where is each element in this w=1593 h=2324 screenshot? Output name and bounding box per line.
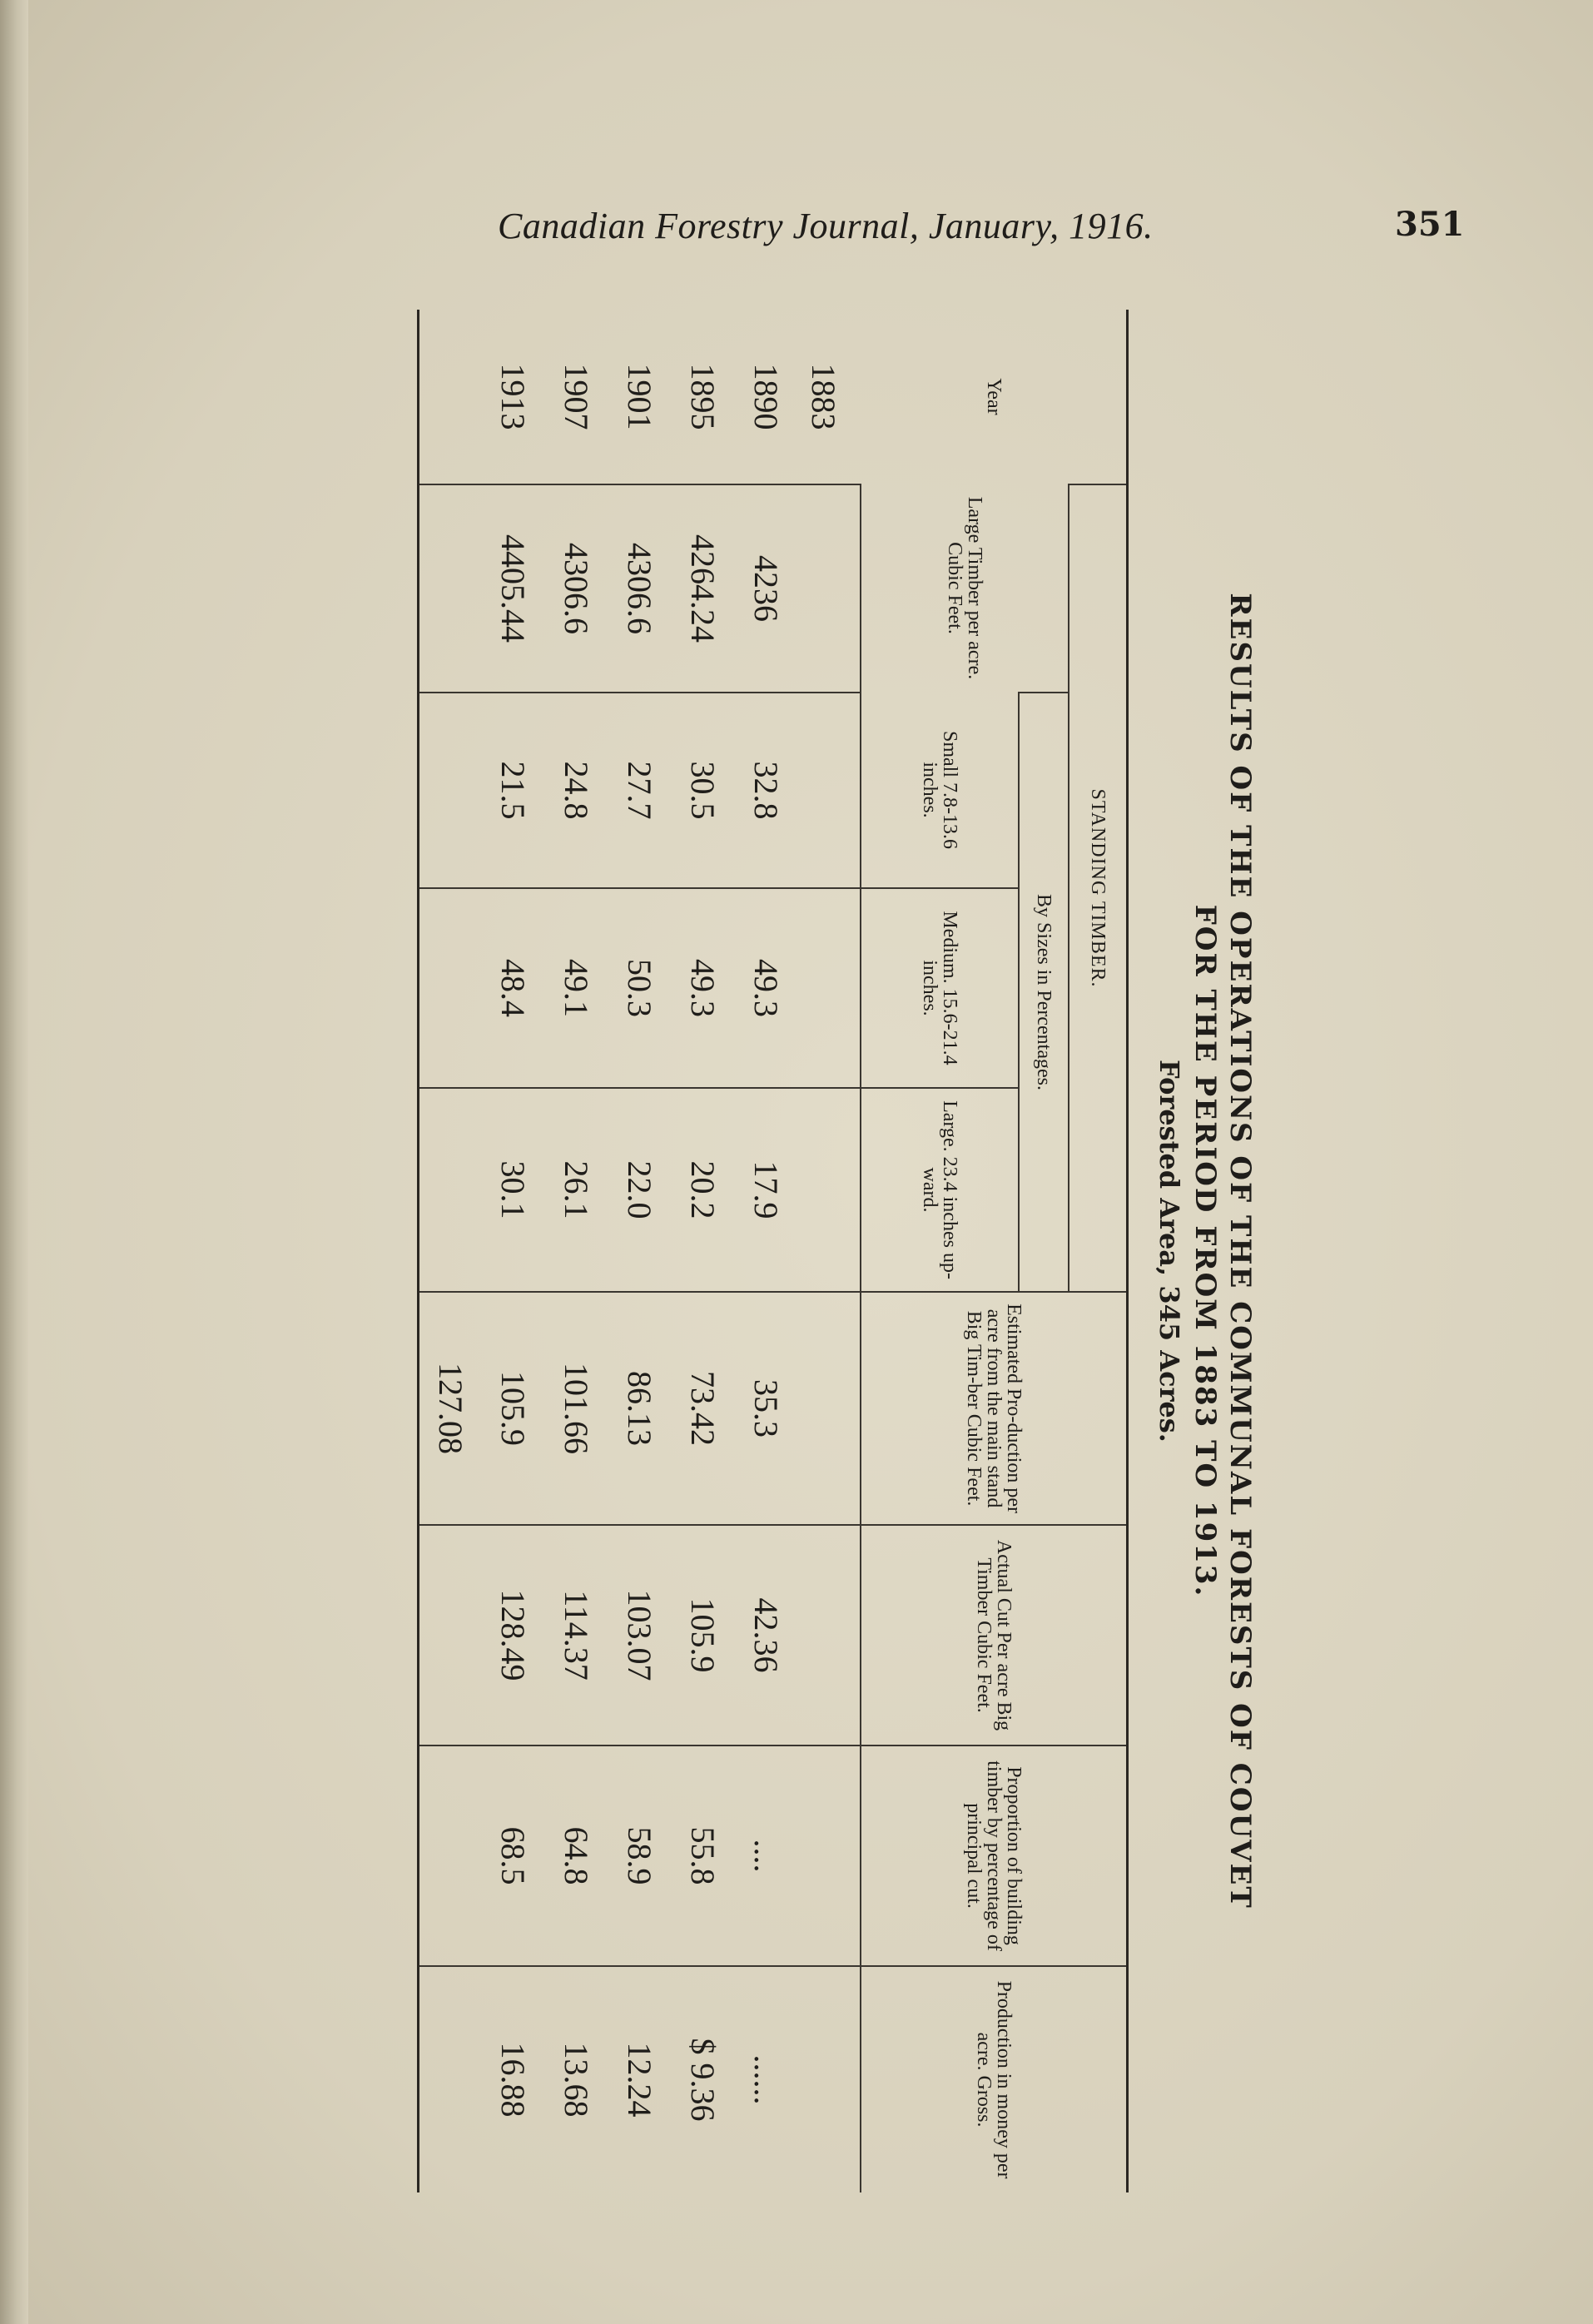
table-title-line1: RESULTS OF THE OPERATIONS OF THE COMMUNAL FORESTS OF COUVET (1223, 593, 1257, 1909)
cell-large: 26.1 (545, 1088, 608, 1292)
table-row (482, 310, 545, 2192)
table-title-line2: FOR THE PERIOD FROM 1883 TO 1913. (1189, 904, 1222, 1598)
results-table (417, 310, 1129, 2192)
cell-money (798, 1966, 861, 2192)
cell-small: 24.8 (545, 693, 608, 888)
cell-estimated: 35.3 (735, 1292, 798, 1525)
header-by-sizes: By Sizes in Percentages. (1020, 693, 1069, 1292)
header-standing-timber: STANDING TIMBER. (1069, 484, 1128, 1292)
header-year: Year (861, 310, 1128, 484)
cell-estimated: 127.08 (419, 1292, 482, 1525)
cell-small (798, 693, 861, 888)
cell-large (419, 1088, 482, 1292)
cell-medium: 49.1 (545, 888, 608, 1088)
cell-large-timber (419, 484, 482, 693)
cell-proportion: 68.5 (482, 1745, 545, 1966)
cell-medium (798, 888, 861, 1088)
cell-medium: 49.3 (672, 888, 735, 1088)
table-row (798, 310, 861, 2192)
cell-estimated: 101.66 (545, 1292, 608, 1525)
cell-money: 13.68 (545, 1966, 608, 2192)
cell-proportion: 55.8 (672, 1745, 735, 1966)
cell-large-timber (798, 484, 861, 693)
cell-estimated: 86.13 (608, 1292, 672, 1525)
header-large-timber: Large Timber per acre. Cubic Feet. (861, 484, 1069, 693)
cell-large-timber: 4405.44 (482, 484, 545, 693)
table-row (672, 310, 735, 2192)
header-actual-cut: Actual Cut Per acre Big Timber Cubic Feet. (861, 1525, 1128, 1745)
cell-actual-cut: 128.49 (482, 1525, 545, 1745)
cell-proportion: 64.8 (545, 1745, 608, 1966)
cell-proportion (419, 1745, 482, 1966)
cell-medium (419, 888, 482, 1088)
cell-medium: 50.3 (608, 888, 672, 1088)
cell-large-timber: 4306.6 (608, 484, 672, 693)
header-medium: Medium. 15.6-21.4 inches. (861, 888, 1020, 1088)
cell-large-timber: 4264.24 (672, 484, 735, 693)
cell-actual-cut: 42.36 (735, 1525, 798, 1745)
cell-actual-cut: 114.37 (545, 1525, 608, 1745)
cell-large-timber: 4306.6 (545, 484, 608, 693)
cell-large-timber: 4236 (735, 484, 798, 693)
cell-year: 1890 (747, 363, 785, 430)
cell-year: 1901 (621, 363, 658, 430)
header-large: Large. 23.4 inches up-ward. (861, 1088, 1020, 1292)
cell-money: ...... (735, 1966, 798, 2192)
cell-proportion (798, 1745, 861, 1966)
cell-small: 21.5 (482, 693, 545, 888)
table-subtitle: Forested Area, 345 Acres. (1154, 1060, 1185, 1443)
cell-large: 22.0 (608, 1088, 672, 1292)
cell-large (798, 1088, 861, 1292)
results-table-block (316, 310, 1275, 2192)
cell-year: 1895 (684, 363, 722, 430)
cell-medium: 48.4 (482, 888, 545, 1088)
table-row (545, 310, 608, 2192)
cell-money: 16.88 (482, 1966, 545, 2192)
cell-small (419, 693, 482, 888)
journal-running-title: Canadian Forestry Journal, January, 1916. (498, 206, 1154, 246)
header-small: Small 7.8-13.6 inches. (861, 693, 1020, 888)
header-estimated-production: Estimated Pro-duction per acre from the main stand Big Tim-ber Cubic Feet. (861, 1292, 1128, 1525)
page-number: 351 (1395, 205, 1465, 244)
cell-money (419, 1966, 482, 2192)
cell-estimated: 105.9 (482, 1292, 545, 1525)
cell-small: 30.5 (672, 693, 735, 888)
cell-large: 30.1 (482, 1088, 545, 1292)
cell-large: 20.2 (672, 1088, 735, 1292)
table-row (735, 310, 798, 2192)
header-production-money: Production in money per acre. Gross. (861, 1966, 1128, 2192)
cell-large: 17.9 (735, 1088, 798, 1292)
cell-estimated (798, 1292, 861, 1525)
cell-money: $ 9.36 (672, 1966, 735, 2192)
cell-year: 1907 (558, 363, 595, 430)
cell-year: 1883 (805, 363, 842, 430)
cell-actual-cut (798, 1525, 861, 1745)
page-gutter-shadow (0, 0, 28, 2324)
cell-estimated: 73.42 (672, 1292, 735, 1525)
cell-small: 32.8 (735, 693, 798, 888)
cell-year (419, 310, 482, 484)
table-row (419, 310, 482, 2192)
cell-small: 27.7 (608, 693, 672, 888)
cell-proportion: 58.9 (608, 1745, 672, 1966)
cell-money: 12.24 (608, 1966, 672, 2192)
cell-year: 1913 (494, 363, 532, 430)
cell-actual-cut: 105.9 (672, 1525, 735, 1745)
cell-actual-cut: 103.07 (608, 1525, 672, 1745)
cell-actual-cut (419, 1525, 482, 1745)
table-row (608, 310, 672, 2192)
cell-medium: 49.3 (735, 888, 798, 1088)
cell-proportion: .... (735, 1745, 798, 1966)
header-proportion-building: Proportion of building timber by percentage of principal cut. (861, 1745, 1128, 1966)
